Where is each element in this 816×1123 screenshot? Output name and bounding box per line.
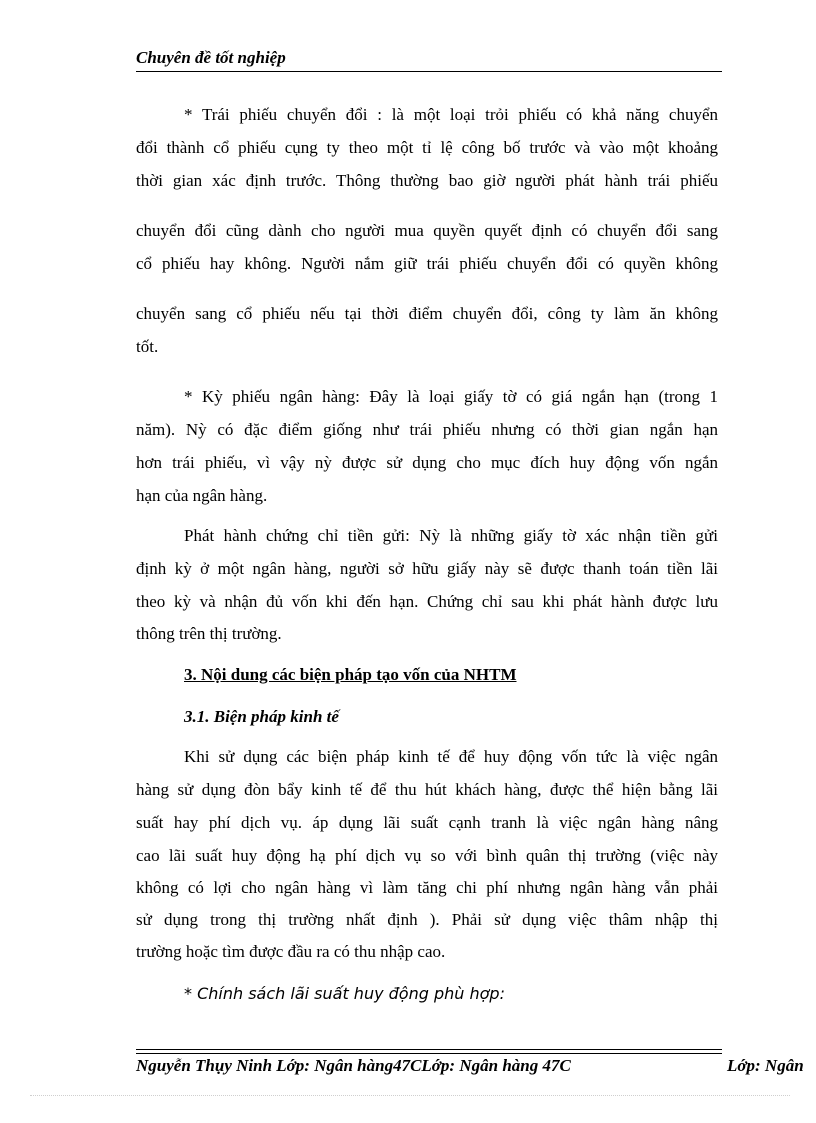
paragraph-line: định kỳ ở một ngân hàng, người sở hữu giấy này sẽ được thanh toán tiền lãi xyxy=(136,559,718,578)
paragraph-line: thông trên thị trường. xyxy=(136,624,282,643)
paragraph-line: chuyển đổi cũng dành cho người mua quyền quyết định có chuyển đổi sang xyxy=(136,221,718,240)
paragraph-line: trường hoặc tìm được đầu ra có thu nhập cao. xyxy=(136,942,446,961)
footer-class: Lớp: Ngân xyxy=(727,1056,804,1075)
paragraph-line: theo kỳ và nhận đủ vốn khi đến hạn. Chứng chỉ sau khi phát hành được lưu xyxy=(136,592,718,611)
paragraph-line: năm). Nỳ có đặc điểm giống như trái phiếu nhưng có thời gian ngắn hạn xyxy=(136,420,718,439)
paragraph-line: cổ phiếu hay không. Người nắm giữ trái phiếu chuyển đổi có quyền không xyxy=(136,254,718,273)
page-bottom-border xyxy=(30,1095,790,1096)
section-heading: 3. Nội dung các biện pháp tạo vốn của NHTM xyxy=(184,665,517,684)
subsection-heading: 3.1. Biện pháp kinh tế xyxy=(184,707,339,726)
paragraph-line: hạn của ngân hàng. xyxy=(136,486,268,505)
paragraph-line: * Kỳ phiếu ngân hàng: Đây là loại giấy tờ có giá ngắn hạn (trong 1 xyxy=(184,387,718,406)
header-divider xyxy=(136,71,722,72)
paragraph-line: thời gian xác định trước. Thông thường bao giờ người phát hành trái phiếu xyxy=(136,171,718,190)
paragraph-line: không có lợi cho ngân hàng vì làm tăng chi phí nhưng ngân hàng vẫn phải xyxy=(136,878,718,897)
footer-divider xyxy=(136,1049,722,1050)
paragraph-line: sử dụng trong thị trường nhất định ). Phải sử dụng việc thâm nhập thị xyxy=(136,910,718,929)
paragraph-line: đổi thành cổ phiếu cụng ty theo một tỉ lệ công bố trước và vào một khoảng xyxy=(136,138,718,157)
paragraph-line: Khi sử dụng các biện pháp kinh tế để huy động vốn tức là việc ngân xyxy=(184,747,718,766)
paragraph-line: hơn trái phiếu, vì vậy nỳ được sử dụng cho mục đích huy động vốn ngắn xyxy=(136,453,718,472)
paragraph-line: Phát hành chứng chỉ tiền gửi: Nỳ là những giấy tờ xác nhận tiền gửi xyxy=(184,526,718,545)
paragraph-line: cao lãi suất huy động hạ phí dịch vụ so với bình quân thị trường (việc này xyxy=(136,846,718,865)
footer-divider-thin xyxy=(136,1053,722,1054)
italic-subheading: * Chính sách lãi suất huy động phù hợp: xyxy=(184,984,505,1003)
footer-author: Nguyễn Thụy Ninh Lớp: Ngân hàng47CLớp: Ngân hàng 47C xyxy=(136,1056,571,1075)
paragraph-line: * Trái phiếu chuyển đổi : là một loại trỏi phiếu có khả năng chuyển xyxy=(184,105,718,124)
page-header-title: Chuyên đề tốt nghiệp xyxy=(136,48,286,67)
paragraph-line: suất hay phí dịch vụ. áp dụng lãi suất cạnh tranh là việc ngân hàng nâng xyxy=(136,813,718,832)
paragraph-line: tốt. xyxy=(136,337,159,356)
paragraph-line: hàng sử dụng đòn bẩy kinh tế để thu hút khách hàng, được thể hiện bằng lãi xyxy=(136,780,718,799)
paragraph-line: chuyển sang cổ phiếu nếu tại thời điểm chuyển đổi, công ty làm ăn không xyxy=(136,304,718,323)
